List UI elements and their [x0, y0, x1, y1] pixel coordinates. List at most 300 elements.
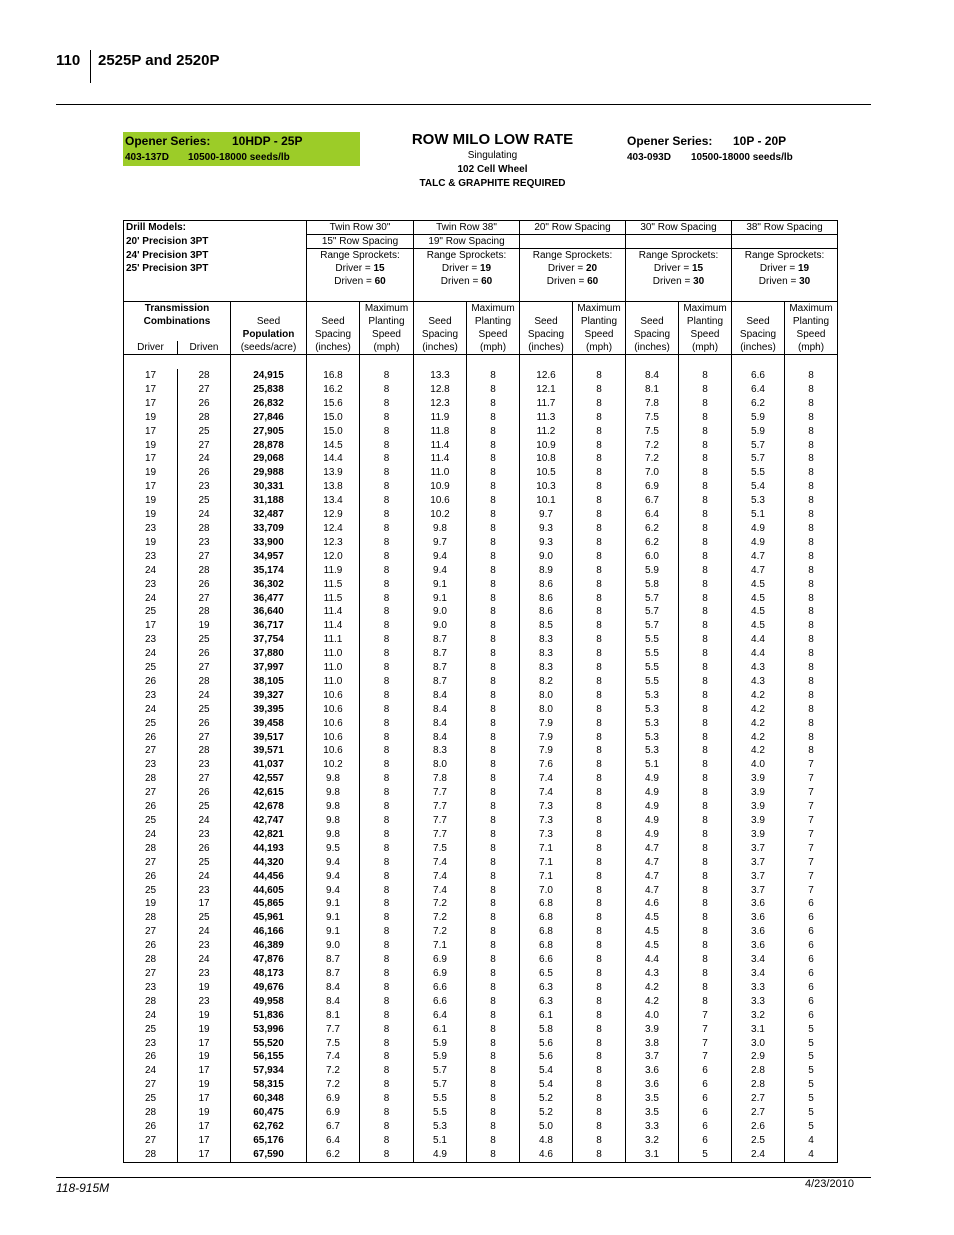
speed-cell: 8 — [467, 536, 520, 550]
driver-cell: 23 — [124, 981, 178, 995]
driven-cell: 27 — [178, 383, 231, 397]
table-row — [124, 981, 838, 995]
speed-cell: 8 — [467, 369, 520, 383]
pop-cell: 29,068 — [231, 452, 307, 466]
speed-cell: 8 — [573, 1078, 626, 1092]
spacing-header: Seed — [626, 315, 679, 328]
speed-cell: 8 — [360, 397, 414, 411]
speed-cell: 8 — [785, 536, 838, 550]
spacing-cell: 14.5 — [307, 439, 360, 453]
pop-cell: 42,821 — [231, 828, 307, 842]
speed-cell: 6 — [785, 939, 838, 953]
spacing-header: Spacing — [414, 328, 467, 341]
speed-cell: 8 — [679, 772, 732, 786]
speed-cell: 5 — [785, 1023, 838, 1037]
spacing-cell: 8.3 — [520, 647, 573, 661]
combinations-header: Combinations — [124, 315, 231, 328]
spacing-cell: 3.3 — [732, 995, 785, 1009]
speed-cell: 8 — [360, 939, 414, 953]
speed-cell: 8 — [785, 647, 838, 661]
spacing-cell: 4.2 — [732, 703, 785, 717]
col-group-sub: 19" Row Spacing — [414, 235, 520, 249]
spacing-cell: 9.5 — [307, 842, 360, 856]
driven-label: Driven = — [546, 276, 588, 287]
spacing-cell: 8.0 — [520, 703, 573, 717]
speed-cell: 8 — [360, 953, 414, 967]
speed-cell: 8 — [679, 550, 732, 564]
table-row — [124, 522, 838, 536]
pop-cell: 41,037 — [231, 758, 307, 772]
speed-cell: 8 — [785, 633, 838, 647]
page-number: 110 — [56, 52, 81, 69]
driver-cell: 19 — [124, 439, 178, 453]
spacing-cell: 7.2 — [414, 925, 467, 939]
speed-cell: 8 — [573, 369, 626, 383]
spacing-cell: 15.0 — [307, 425, 360, 439]
spacing-cell: 7.5 — [626, 411, 679, 425]
spacing-cell: 8.9 — [520, 564, 573, 578]
spacing-cell: 4.7 — [626, 856, 679, 870]
spacing-cell: 5.3 — [626, 689, 679, 703]
table-row — [124, 369, 838, 383]
pop-cell: 49,676 — [231, 981, 307, 995]
speed-cell: 8 — [679, 466, 732, 480]
driver-cell: 19 — [124, 897, 178, 911]
pop-cell: 27,905 — [231, 425, 307, 439]
speed-cell: 8 — [360, 1037, 414, 1051]
spacing-cell: 7.7 — [414, 814, 467, 828]
driver-cell: 23 — [124, 522, 178, 536]
spacing-cell: 12.4 — [307, 522, 360, 536]
pop-cell: 42,678 — [231, 800, 307, 814]
spacing-cell: 3.6 — [732, 911, 785, 925]
speed-cell: 8 — [679, 633, 732, 647]
spacing-cell: 7.9 — [520, 731, 573, 745]
speed-cell: 8 — [785, 744, 838, 758]
driver-cell: 17 — [124, 619, 178, 633]
driven-cell: 25 — [178, 800, 231, 814]
speed-cell: 5 — [785, 1092, 838, 1106]
table-row — [124, 619, 838, 633]
spacing-cell: 3.6 — [732, 925, 785, 939]
pop-cell: 36,302 — [231, 578, 307, 592]
spacing-cell: 4.9 — [626, 800, 679, 814]
speed-cell: 8 — [467, 731, 520, 745]
spacing-cell: 2.6 — [732, 1120, 785, 1134]
speed-cell: 6 — [785, 1009, 838, 1023]
spacing-cell: 10.1 — [520, 494, 573, 508]
spacing-cell: 6.0 — [626, 550, 679, 564]
speed-cell: 5 — [785, 1078, 838, 1092]
spacing-header: (inches) — [307, 341, 360, 355]
spacing-cell: 12.8 — [414, 383, 467, 397]
driver-cell: 25 — [124, 814, 178, 828]
pop-cell: 57,934 — [231, 1064, 307, 1078]
sprockets-label: Range Sprockets: — [732, 249, 838, 263]
col-group-title: 38" Row Spacing — [732, 221, 838, 235]
driven-cell: 26 — [178, 578, 231, 592]
spacing-cell: 8.3 — [414, 744, 467, 758]
speed-cell: 8 — [467, 772, 520, 786]
speed-cell: 8 — [360, 1092, 414, 1106]
speed-cell: 8 — [360, 786, 414, 800]
speed-cell: 7 — [785, 814, 838, 828]
speed-cell: 8 — [467, 452, 520, 466]
spacing-cell: 2.7 — [732, 1092, 785, 1106]
driven-cell: 25 — [178, 633, 231, 647]
speed-cell: 8 — [467, 661, 520, 675]
speed-cell: 8 — [785, 397, 838, 411]
driven-cell: 17 — [178, 1037, 231, 1051]
sprocket-driver — [520, 262, 626, 275]
driver-cell: 23 — [124, 758, 178, 772]
table-row — [124, 647, 838, 661]
table-row — [124, 592, 838, 606]
speed-cell: 8 — [467, 744, 520, 758]
spacing-cell: 4.2 — [732, 689, 785, 703]
speed-cell: 6 — [679, 1134, 732, 1148]
speed-cell: 8 — [573, 675, 626, 689]
spacing-cell: 9.3 — [520, 536, 573, 550]
speed-cell: 8 — [573, 605, 626, 619]
speed-cell: 7 — [679, 1023, 732, 1037]
spacing-cell: 9.8 — [307, 828, 360, 842]
spacing-cell: 8.3 — [520, 633, 573, 647]
spacing-cell: 4.5 — [732, 578, 785, 592]
spacing-cell: 9.0 — [520, 550, 573, 564]
speed-cell: 8 — [360, 703, 414, 717]
col-group-sub — [626, 235, 732, 249]
spacing-cell: 11.9 — [307, 564, 360, 578]
speed-cell: 5 — [785, 1064, 838, 1078]
spacing-cell: 4.6 — [520, 1148, 573, 1162]
header-divider — [90, 50, 91, 83]
driver-cell: 23 — [124, 1037, 178, 1051]
driven-cell: 27 — [178, 550, 231, 564]
speed-cell: 8 — [573, 995, 626, 1009]
speed-cell: 8 — [573, 425, 626, 439]
speed-cell: 6 — [785, 981, 838, 995]
spacing-cell: 6.6 — [732, 369, 785, 383]
table-row — [124, 1064, 838, 1078]
sprocket-driver — [732, 262, 838, 275]
speed-cell: 8 — [467, 1106, 520, 1120]
spacing-cell: 7.2 — [307, 1064, 360, 1078]
spacing-cell: 6.9 — [626, 480, 679, 494]
spacing-cell: 3.3 — [626, 1120, 679, 1134]
pop-cell: 42,747 — [231, 814, 307, 828]
speed-cell: 8 — [467, 911, 520, 925]
driven-cell: 17 — [178, 1134, 231, 1148]
spacing-cell: 9.3 — [520, 522, 573, 536]
driven-cell: 27 — [178, 772, 231, 786]
speed-cell: 8 — [360, 439, 414, 453]
speed-cell: 8 — [467, 1148, 520, 1162]
driver-cell: 27 — [124, 786, 178, 800]
driven-cell: 26 — [178, 842, 231, 856]
speed-cell: 8 — [360, 550, 414, 564]
pop-cell: 49,958 — [231, 995, 307, 1009]
spacing-cell: 8.7 — [414, 675, 467, 689]
speed-cell: 8 — [785, 522, 838, 536]
speed-cell: 8 — [360, 925, 414, 939]
spacing-cell: 9.0 — [414, 605, 467, 619]
driver-cell: 26 — [124, 675, 178, 689]
speed-cell: 8 — [467, 842, 520, 856]
spacing-cell: 15.0 — [307, 411, 360, 425]
speed-cell: 8 — [679, 925, 732, 939]
driven-cell: 19 — [178, 1023, 231, 1037]
table-row — [124, 675, 838, 689]
spacing-cell: 5.2 — [520, 1106, 573, 1120]
driven-value: 60 — [587, 276, 599, 287]
speed-cell: 4 — [785, 1134, 838, 1148]
speed-cell: 8 — [573, 925, 626, 939]
spacing-cell: 5.5 — [732, 466, 785, 480]
spacing-cell: 6.8 — [520, 911, 573, 925]
blank-cell — [414, 302, 467, 316]
table-row — [124, 1148, 838, 1162]
transmission-header: Transmission — [124, 302, 231, 316]
spacing-cell: 3.9 — [732, 786, 785, 800]
page-title: 2525P and 2520P — [98, 52, 220, 69]
speed-cell: 8 — [679, 536, 732, 550]
speed-cell: 7 — [785, 828, 838, 842]
table-row — [124, 661, 838, 675]
table-row — [124, 1050, 838, 1064]
speed-cell: 8 — [360, 647, 414, 661]
driver-cell: 19 — [124, 508, 178, 522]
spacing-cell: 11.4 — [414, 452, 467, 466]
spacing-cell: 6.6 — [414, 995, 467, 1009]
speed-cell: 8 — [467, 1078, 520, 1092]
spacing-cell: 8.7 — [414, 661, 467, 675]
table-row — [124, 939, 838, 953]
spacing-cell: 4.2 — [732, 717, 785, 731]
speed-cell: 8 — [360, 508, 414, 522]
speed-cell: 6 — [785, 953, 838, 967]
driver-cell: 28 — [124, 953, 178, 967]
pop-cell: 46,166 — [231, 925, 307, 939]
speed-cell: 8 — [360, 717, 414, 731]
speed-cell: 8 — [573, 939, 626, 953]
driver-cell: 28 — [124, 911, 178, 925]
spacing-cell: 11.2 — [520, 425, 573, 439]
speed-cell: 8 — [360, 480, 414, 494]
speed-cell: 8 — [573, 647, 626, 661]
table-row — [124, 953, 838, 967]
table-row — [124, 536, 838, 550]
driven-cell: 23 — [178, 828, 231, 842]
speed-cell: 8 — [679, 564, 732, 578]
spacing-header: Seed — [520, 315, 573, 328]
driver-value: 15 — [373, 263, 385, 274]
table-row — [124, 772, 838, 786]
pop-cell: 28,878 — [231, 439, 307, 453]
speed-cell: 8 — [467, 953, 520, 967]
speed-cell: 8 — [679, 911, 732, 925]
speed-cell: 5 — [785, 1037, 838, 1051]
spacing-header: Seed — [307, 315, 360, 328]
spacing-cell: 6.7 — [626, 494, 679, 508]
speed-cell: 7 — [679, 1050, 732, 1064]
spacing-cell: 6.4 — [307, 1134, 360, 1148]
spacing-cell: 4.7 — [626, 884, 679, 898]
spacing-cell: 3.9 — [732, 814, 785, 828]
spacing-cell: 5.4 — [732, 480, 785, 494]
spacing-cell: 10.6 — [307, 717, 360, 731]
driven-cell: 27 — [178, 439, 231, 453]
table-row — [124, 564, 838, 578]
driver-cell: 25 — [124, 661, 178, 675]
spacing-cell: 8.7 — [307, 953, 360, 967]
spacing-cell: 12.6 — [520, 369, 573, 383]
spacing-cell: 12.1 — [520, 383, 573, 397]
spacing-cell: 4.2 — [732, 744, 785, 758]
opener-label: Opener Series: — [627, 134, 713, 148]
spacing-cell: 6.9 — [307, 1106, 360, 1120]
pop-cell: 37,880 — [231, 647, 307, 661]
speed-cell: 8 — [679, 425, 732, 439]
driven-label: Driven = — [440, 276, 482, 287]
spacing-cell: 8.4 — [414, 731, 467, 745]
speed-cell: 7 — [785, 856, 838, 870]
spacing-cell: 11.9 — [414, 411, 467, 425]
seed-rate-table — [123, 220, 838, 1163]
speed-cell: 8 — [467, 703, 520, 717]
spacing-cell: 5.7 — [626, 619, 679, 633]
speed-cell: 8 — [679, 439, 732, 453]
driven-cell: 24 — [178, 870, 231, 884]
table-row — [124, 425, 838, 439]
footer-rule — [56, 1177, 871, 1178]
spacing-cell: 5.1 — [626, 758, 679, 772]
speed-cell: 8 — [679, 953, 732, 967]
spacing-cell: 4.0 — [626, 1009, 679, 1023]
spacing-cell: 7.1 — [414, 939, 467, 953]
spacing-cell: 3.7 — [732, 842, 785, 856]
spacing-cell: 6.8 — [520, 939, 573, 953]
spacing-cell: 7.4 — [520, 772, 573, 786]
spacing-cell: 5.3 — [626, 731, 679, 745]
spacing-cell: 5.7 — [414, 1078, 467, 1092]
table-row — [124, 744, 838, 758]
spacing-cell: 3.2 — [732, 1009, 785, 1023]
speed-cell: 8 — [785, 717, 838, 731]
table-row — [124, 411, 838, 425]
pop-cell: 62,762 — [231, 1120, 307, 1134]
col-group-sub — [520, 235, 626, 249]
spacing-cell: 7.1 — [520, 856, 573, 870]
speed-cell: 7 — [785, 772, 838, 786]
speed-cell: 8 — [360, 967, 414, 981]
spacing-cell: 6.4 — [732, 383, 785, 397]
driver-cell: 19 — [124, 466, 178, 480]
table-row — [124, 480, 838, 494]
driven-label: Driven = — [652, 276, 694, 287]
speed-cell: 8 — [573, 661, 626, 675]
spacing-cell: 5.5 — [414, 1106, 467, 1120]
speed-cell: 8 — [360, 522, 414, 536]
speed-cell: 8 — [360, 814, 414, 828]
speed-cell: 8 — [467, 1092, 520, 1106]
drill-model: 20' Precision 3PT — [124, 235, 307, 249]
spacing-cell: 7.0 — [520, 884, 573, 898]
spacing-cell: 6.4 — [626, 508, 679, 522]
speed-cell: 6 — [785, 911, 838, 925]
speed-cell: 5 — [785, 1106, 838, 1120]
speed-cell: 8 — [360, 592, 414, 606]
driven-cell: 27 — [178, 661, 231, 675]
speed-cell: 8 — [679, 675, 732, 689]
pop-cell: 29,988 — [231, 466, 307, 480]
spacing-header: Spacing — [307, 328, 360, 341]
spacing-cell: 7.1 — [520, 842, 573, 856]
spacing-header: Seed — [414, 315, 467, 328]
spacing-cell: 14.4 — [307, 452, 360, 466]
speed-cell: 8 — [467, 814, 520, 828]
pop-cell: 58,315 — [231, 1078, 307, 1092]
sprocket-driver — [307, 262, 414, 275]
speed-cell: 8 — [573, 884, 626, 898]
table-row — [124, 925, 838, 939]
pop-cell: 42,557 — [231, 772, 307, 786]
driven-cell: 26 — [178, 786, 231, 800]
driver-cell: 25 — [124, 884, 178, 898]
speed-cell: 8 — [360, 1023, 414, 1037]
sprocket-driven — [520, 275, 626, 288]
pop-cell: 36,477 — [231, 592, 307, 606]
speed-cell: 8 — [573, 800, 626, 814]
spacing-cell: 11.3 — [520, 411, 573, 425]
spacing-cell: 6.6 — [520, 953, 573, 967]
driven-value: 30 — [799, 276, 811, 287]
speed-cell: 8 — [679, 981, 732, 995]
speed-cell: 8 — [785, 550, 838, 564]
speed-cell: 8 — [467, 981, 520, 995]
table-row — [124, 897, 838, 911]
driven-label: Driven = — [758, 276, 800, 287]
driven-cell: 25 — [178, 911, 231, 925]
speed-cell: 8 — [467, 397, 520, 411]
pop-cell: 44,605 — [231, 884, 307, 898]
spacing-cell: 4.2 — [732, 731, 785, 745]
speed-cell: 8 — [360, 981, 414, 995]
driver-cell: 17 — [124, 383, 178, 397]
speed-cell: 8 — [467, 550, 520, 564]
drill-models-label: Drill Models: — [124, 221, 307, 235]
speed-cell: 7 — [679, 1037, 732, 1051]
spacing-cell: 7.5 — [414, 842, 467, 856]
table-row — [124, 383, 838, 397]
blank-cell — [124, 328, 231, 341]
spacing-cell: 5.6 — [520, 1050, 573, 1064]
spacing-cell: 15.6 — [307, 397, 360, 411]
spacing-cell: 6.8 — [520, 925, 573, 939]
speed-cell: 8 — [679, 870, 732, 884]
spacing-cell: 9.0 — [414, 619, 467, 633]
spacing-cell: 11.4 — [414, 439, 467, 453]
sprocket-driven — [732, 275, 838, 288]
pop-cell: 32,487 — [231, 508, 307, 522]
speed-cell: 8 — [679, 619, 732, 633]
doc-number: 118-915M — [56, 1181, 110, 1195]
speed-cell: 8 — [467, 717, 520, 731]
speed-cell: 8 — [785, 480, 838, 494]
speed-cell: 8 — [785, 466, 838, 480]
driver-cell: 23 — [124, 689, 178, 703]
driver-label: Driver = — [759, 263, 798, 274]
